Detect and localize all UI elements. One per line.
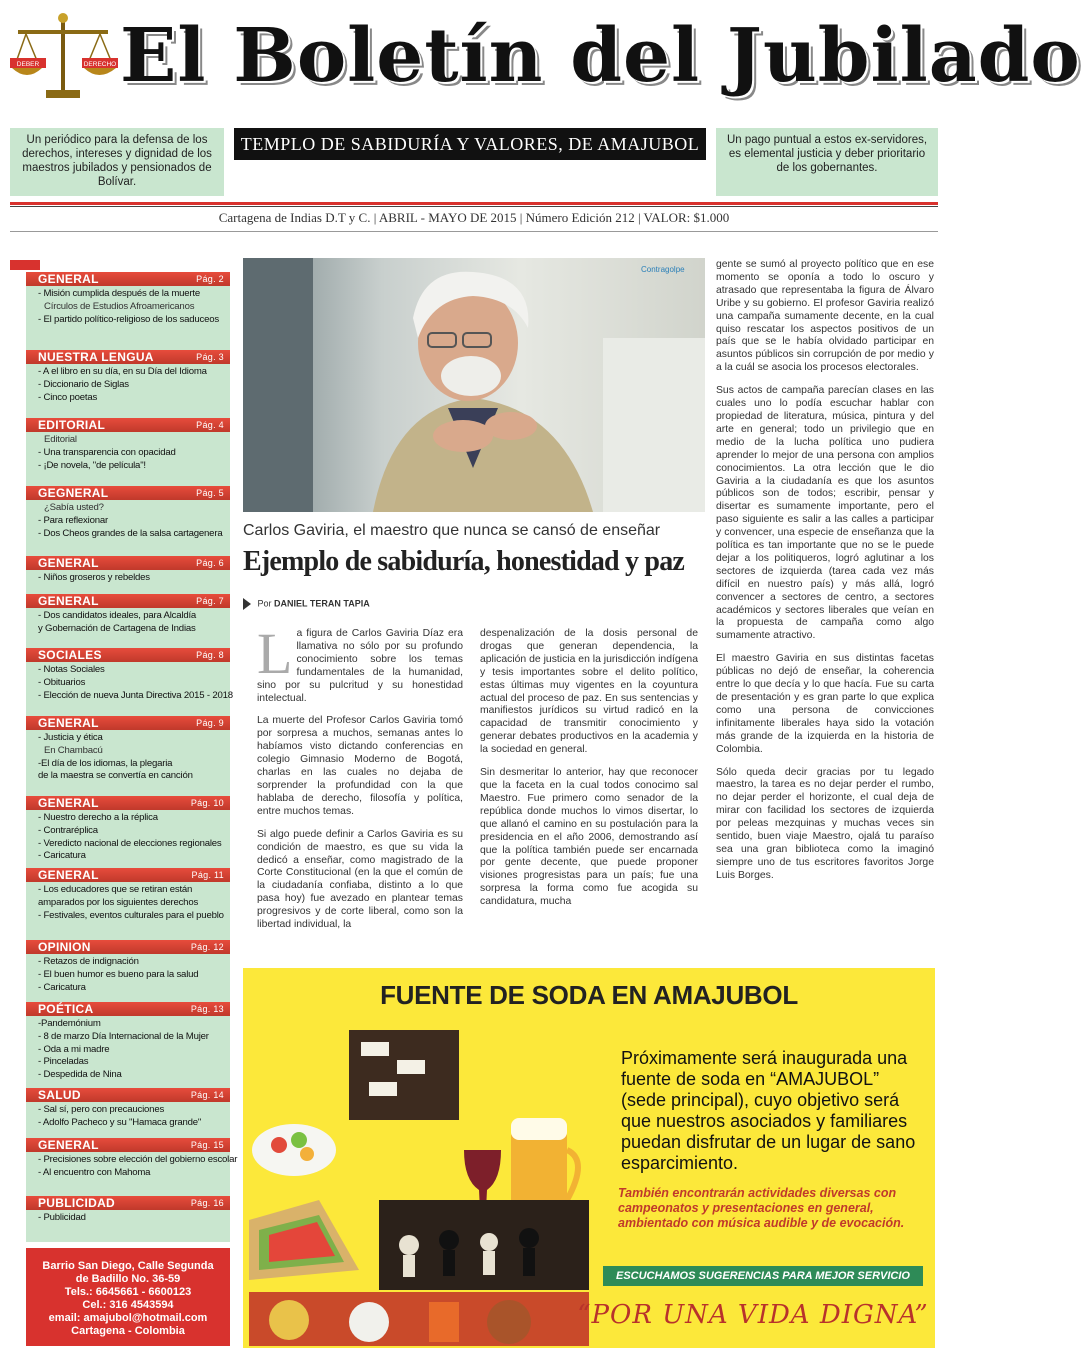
toc-page-number: Pág. 2 <box>196 274 224 284</box>
toc-entry: - El partido político-religioso de los saduceos <box>38 313 219 325</box>
toc-section <box>26 716 230 783</box>
toc-entry: Círculos de Estudios Afroamericanos <box>44 300 195 312</box>
article-column-1 <box>257 621 463 942</box>
dateline: Cartagena de Indias D.T y C. | ABRIL - MAYO DE 2015 | Número Edición 212 | VALOR: $1.000 <box>218 210 730 225</box>
header-rule <box>10 202 938 205</box>
toc-entry: - Elección de nueva Junta Directiva 2015 - 2018 <box>38 689 233 701</box>
toc-section-header: GENERAL Pág. 6 <box>26 556 230 570</box>
toc-section <box>26 1196 230 1225</box>
toc-section-header: GENERAL Pág. 11 <box>26 868 230 882</box>
toc-entry: de la maestra se convertía en canción <box>38 770 193 782</box>
toc-entry: y Gobernación de Cartagena de Indias <box>38 622 196 634</box>
toc-entry: - Caricatura <box>38 981 86 993</box>
toc-entry: - Para reflexionar <box>38 514 108 526</box>
contact-line: de Badillo No. 36-59 <box>75 1273 181 1285</box>
ad-slogan: “POR UNA VIDA DIGNA” <box>577 1300 929 1330</box>
toc-entry: Editorial <box>44 434 77 445</box>
toc-entry: - Diccionario de Siglas <box>38 378 129 390</box>
toc-section <box>26 272 230 326</box>
svg-text:Contragolpe: Contragolpe <box>641 265 685 274</box>
toc-entry: - Publicidad <box>38 1212 86 1223</box>
article-column-2 <box>480 628 698 919</box>
ad-body: Próximamente será inaugurada una fuente de soda en “AMAJUBOL” (sede principal), cuyo objetivo será que nuestros asociados y familiares puedan disfrutar de un lugar de sano esparcimiento. <box>621 1048 916 1173</box>
article-paragraph: El maestro Gaviria en sus distintas facetas públicas no dejó de enseñar, la coherencia entre lo que decía y lo que hacía. Fue su carta de presentación y es gran parte lo que explica como una persona de convicciones infinitamente liberales haya sido la votación más grande de la izquierda en la historia de Colombia. <box>716 653 934 755</box>
article-column-3 <box>716 259 934 893</box>
toc-entry: - Nuestro derecho a la réplica <box>38 812 158 823</box>
toc-section-header: GENERAL Pág. 15 <box>26 1138 230 1152</box>
article-paragraph: gente se sumó al proyecto político que en ese momento se oponía a todo lo oscuro y atrasado que representaba la figura de Álvaro Uribe y su gobierno. El profesor Gaviria realizó una campaña sumamente decente, en la cual quiso rescatar los aspectos positivos de un país que se le había olvidado participar en asuntos públicos sin corrupción de por medio y a la cuál se asocia los procesos electorales. <box>716 259 934 374</box>
ad-body-activities: También encontrarán actividades diversas con campeonatos y presentaciones en general, ambientado con música audible y de evocación. <box>618 1186 905 1230</box>
contact-line: email: amajubol@hotmail.com <box>48 1312 208 1324</box>
toc-page-number: Pág. 16 <box>190 1198 224 1208</box>
toc-section <box>26 1138 238 1180</box>
toc-entry: - Dos candidatos ideales, para Alcaldía <box>38 610 197 621</box>
contact-box <box>26 1248 230 1346</box>
toc-section <box>26 1002 230 1082</box>
toc-page-number: Pág. 14 <box>190 1090 224 1100</box>
toc-section <box>26 486 230 540</box>
toc-section <box>26 868 230 922</box>
toc-entry: - Adolfo Pacheco y su "Hamaca grande" <box>38 1116 202 1128</box>
masthead-title: El Boletín del Jubilado <box>120 13 1081 99</box>
toc-section <box>26 556 230 585</box>
payment-box: Un pago puntual a estos ex-servidores, es elemental justicia y deber prioritario de los gobernantes. <box>716 128 938 196</box>
toc-entry: amparados por los siguientes derechos <box>38 896 199 908</box>
article-paragraph: despenalización de la dosis personal de drogas que generan dependencia, la aplicación de justicia en la jurisdicción indígena y tesis importantes sobre el delito político, estas últimas muy vigentes en la coyuntura actual del proceso de paz. En sus sentencias y manifiestos jurídicos su virtud radicó en la capacidad de transmitir conocimiento y generar debates productivos en la academia y la sociedad en general. <box>480 628 698 756</box>
toc-entry: - Obituarios <box>38 676 86 688</box>
article-photo <box>243 258 705 512</box>
table-of-contents <box>26 272 238 1242</box>
toc-entry: - Precisiones sobre elección del gobierno escolar <box>38 1154 238 1165</box>
toc-entry: - El buen humor es bueno para la salud <box>38 968 199 980</box>
toc-section-header: GENERAL Pág. 9 <box>26 716 230 730</box>
toc-section <box>26 350 230 404</box>
toc-section-header: NUESTRA LENGUA Pág. 3 <box>26 350 230 364</box>
toc-section <box>26 1088 230 1130</box>
toc-entry: - Una transparencia con opacidad <box>38 446 176 458</box>
toc-page-number: Pág. 4 <box>196 420 224 430</box>
byline-author: DANIEL TERAN TAPIA <box>274 598 370 609</box>
toc-entry: - Despedida de Nina <box>38 1069 122 1081</box>
toc-section <box>26 796 230 863</box>
toc-entry: - Caricatura <box>38 850 86 862</box>
toc-section-header: OPINION Pág. 12 <box>26 940 230 954</box>
toc-page-number: Pág. 12 <box>190 942 224 952</box>
toc-section <box>26 418 230 472</box>
sidebar-accent <box>10 260 40 270</box>
toc-entry: - Misión cumplida después de la muerte <box>38 288 200 299</box>
ad-title: FUENTE DE SODA EN AMAJUBOL <box>380 980 798 1010</box>
toc-page-number: Pág. 9 <box>196 718 224 728</box>
article-paragraph: La figura de Carlos Gaviria Díaz era llamativa no sólo por su profundo conocimiento sobre los temas fundamentales de la humanidad, sino por su pulcritud y su honestidad intelectual. <box>257 621 463 704</box>
toc-entry: - Oda a mi madre <box>38 1043 110 1055</box>
toc-section-header: POÉTICA Pág. 13 <box>26 1002 230 1016</box>
mission-box: Un periódico para la defensa de los derechos, intereses y dignidad de los maestros jubilados y pensionados de Bolívar. <box>10 128 224 196</box>
contact-line: Cel.: 316 4543594 <box>82 1299 174 1311</box>
toc-section-header: GENERAL Pág. 2 <box>26 272 230 286</box>
ad-suggestions-banner: ESCUCHAMOS SUGERENCIAS PARA MEJOR SERVICIO <box>603 1266 923 1286</box>
toc-entry: - 8 de marzo Día Internacional de la Mujer <box>38 1030 209 1042</box>
toc-page-number: Pág. 10 <box>190 798 224 808</box>
contact-line: Barrio San Diego, Calle Segunda <box>42 1260 214 1272</box>
byline-arrow-icon <box>243 598 251 610</box>
toc-entry: - Sal sí, pero con precauciones <box>38 1104 165 1115</box>
toc-entry: - Festivales, eventos culturales para el pueblo <box>38 909 224 921</box>
toc-page-number: Pág. 13 <box>190 1004 224 1014</box>
byline-prefix: Por <box>257 598 272 609</box>
article-byline <box>243 598 370 610</box>
article-paragraph: Sus actos de campaña parecían clases en las cuales uno lo podía escuchar hablar con propiedad de literatura, música, pintura y del arte en general; todo un privilegio que en medio de la lucha política uno pudiera aprender lo mejor de una persona con amplios conocimientos. La otra lección que le dio Gaviria a la ciudadanía es que los asuntos públicos son de todos; escribir, pensar y disertar es sumamente importante, pero el paso siguiente es salir a las calles a participar y convencer, una especie de enseñanza que la política es tan importante que no se le puede dejar a los politiqueros, logró aglutinar a los sectores de izquierda (tarea cada vez más difícil en nuestro país) y más allá, logró convencer a sectores de centro, a sectores académicos y sectores liberales que veían en la propuesta de campaña como algo sumamente atractivo. <box>716 385 934 642</box>
contact-line: Tels.: 6645661 - 6600123 <box>64 1286 192 1298</box>
toc-page-number: Pág. 11 <box>191 870 224 880</box>
toc-page-number: Pág. 8 <box>196 650 224 660</box>
article-paragraph: Sólo queda decir gracias por tu legado maestro, la tarea es no dejar perder el rumbo, no dejar perder el horizonte, el cual deja de mirar con facilidad los sectores de izquierda por peleas mezquinas y muchas veces sin sentido, buen viaje Maestro, ojalá tu paraíso sea una gran biblioteca como la imaginó siempre uno de tus escritores favoritos Jorge Luis Borges. <box>716 766 934 881</box>
toc-entry: - Notas Sociales <box>38 664 105 675</box>
article-paragraph: Si algo puede definir a Carlos Gaviria es su condición de maestro, es que su vida la dedicó a enseñar, como magistrado de la Corte Constitucional (en la que el común de la ciudadanía confiaba, distinto a lo que pasa hoy) fue avezado en plantear temas progresivos y de corte liberal, como son la libertad individual, la <box>257 828 463 931</box>
soda-fountain-ad <box>243 968 935 1348</box>
article-kicker: Carlos Gaviria, el maestro que nunca se cansó de enseñar <box>243 522 661 539</box>
toc-entry: - Pinceladas <box>38 1056 89 1068</box>
toc-section-header: SOCIALES Pág. 8 <box>26 648 230 662</box>
toc-entry: En Chambacú <box>44 744 103 756</box>
svg-text:DERECHO: DERECHO <box>83 61 117 68</box>
toc-entry: - Retazos de indignación <box>38 956 139 967</box>
toc-section-header: GENERAL Pág. 10 <box>26 796 230 810</box>
article-paragraph: Sin desmeritar lo anterior, hay que reconocer que la faceta en la cual todos conocimo sal Maestro. Fue primero como senador de la república donde muchos lo vimos disertar, lo que allanó el camino en su postulación para la presidencia en el año 2006, demostrando así que la política también puede ser encarnada por gente decente, que puede proponer visiones progresistas para un país; fue una sorpresa la forma como fue acogida su candidatura, mucha <box>480 767 698 908</box>
dateline-rule <box>10 231 938 232</box>
toc-entry: - Los educadores que se retiran están <box>38 884 193 895</box>
toc-entry: - Niños groseros y rebeldes <box>38 572 150 583</box>
drop-cap: L <box>257 621 293 686</box>
toc-section-header: SALUD Pág. 14 <box>26 1088 230 1102</box>
toc-entry: ¿Sabía usted? <box>44 502 104 513</box>
svg-text:DEBER: DEBER <box>16 61 40 68</box>
toc-section <box>26 940 230 994</box>
toc-entry: -Pandemónium <box>38 1018 101 1029</box>
toc-entry: -El día de los idiomas, la plegaria <box>38 757 173 769</box>
toc-entry: - Justicia y ética <box>38 732 103 743</box>
toc-entry: - Veredicto nacional de elecciones regionales <box>38 837 222 849</box>
toc-entry: - Contraréplica <box>38 824 98 836</box>
article-headline: Ejemplo de sabiduría, honestidad y paz <box>243 546 685 577</box>
header-rule-thin <box>10 206 938 207</box>
toc-section <box>26 594 230 636</box>
toc-entry: - ¡De novela, "de película"! <box>38 459 146 471</box>
toc-entry: - Al encuentro con Mahoma <box>38 1166 151 1178</box>
toc-section-header: PUBLICIDAD Pág. 16 <box>26 1196 230 1210</box>
toc-entry: - Dos Cheos grandes de la salsa cartagenera <box>38 527 223 539</box>
tagline-banner: TEMPLO DE SABIDURÍA Y VALORES, DE AMAJUBOL <box>234 128 706 160</box>
scales-logo <box>8 10 118 102</box>
toc-entry: - A el libro en su día, en su Día del Idioma <box>38 366 207 377</box>
toc-section <box>26 648 233 702</box>
toc-page-number: Pág. 15 <box>190 1140 224 1150</box>
toc-page-number: Pág. 5 <box>196 488 224 498</box>
article-paragraph: La muerte del Profesor Carlos Gaviria tomó por sorpresa a muchos, semanas antes lo habíamos visto dictando conferencias en colegio Gimnasio Moderno de Bogotá, charlas en las cuales no dejaba de sorprender la profundidad con la que hablaba de derecho, filosofía y política, entre muchos temas. <box>257 715 463 817</box>
toc-section-header: GENERAL Pág. 7 <box>26 594 230 608</box>
toc-page-number: Pág. 3 <box>196 352 224 362</box>
toc-entry: - Cinco poetas <box>38 391 98 403</box>
ad-food-collage <box>249 1030 589 1346</box>
contact-line: Cartagena - Colombia <box>71 1325 185 1337</box>
toc-page-number: Pág. 6 <box>196 558 224 568</box>
toc-section-header: GEGNERAL Pág. 5 <box>26 486 230 500</box>
toc-section-header: EDITORIAL Pág. 4 <box>26 418 230 432</box>
toc-page-number: Pág. 7 <box>196 596 224 606</box>
